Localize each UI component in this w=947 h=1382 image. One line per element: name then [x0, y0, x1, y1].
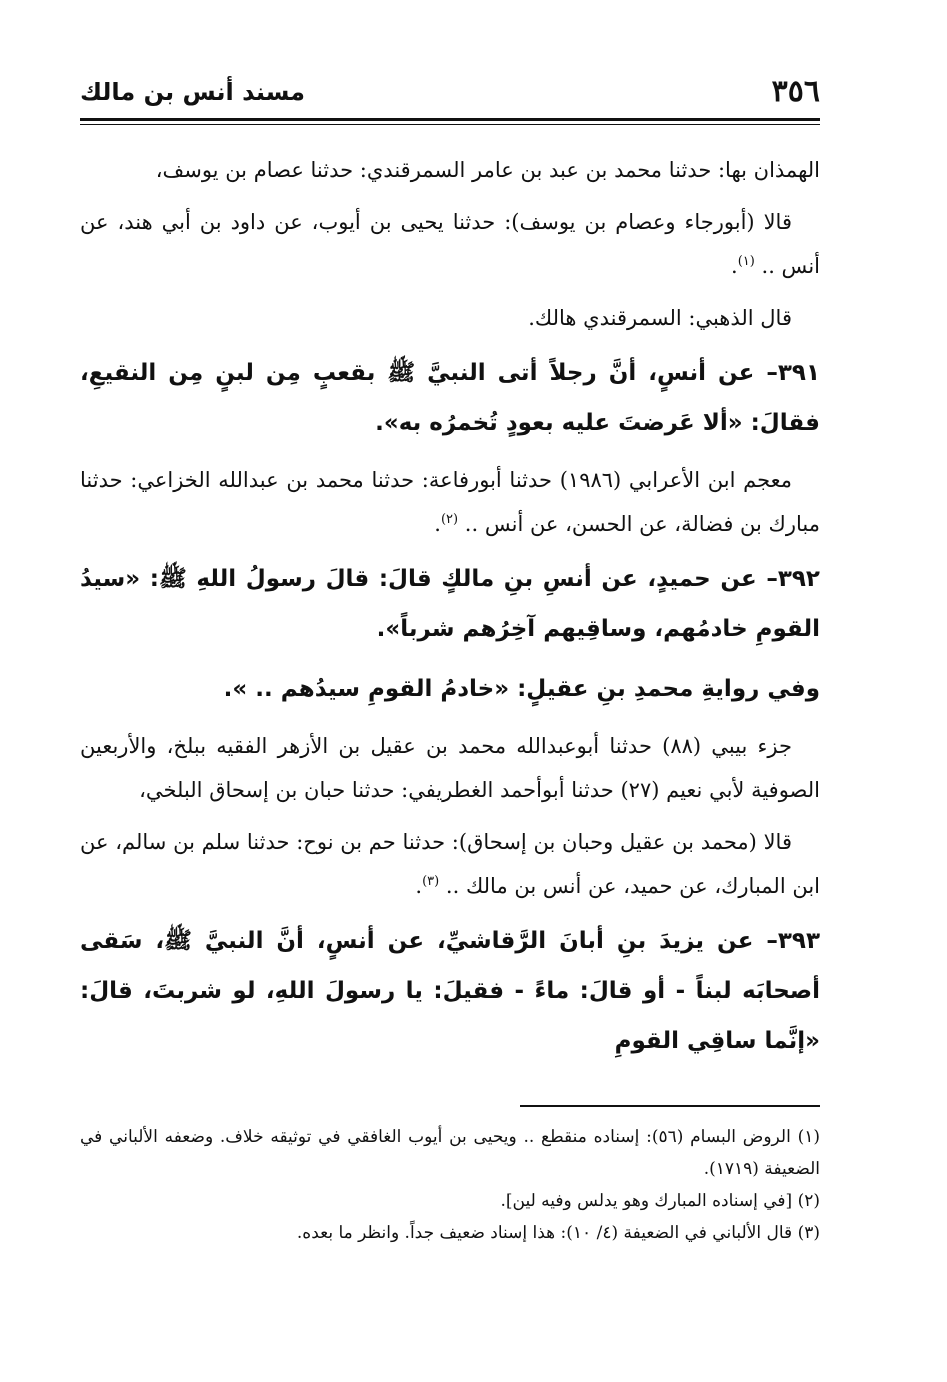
- page-number: ٣٥٦: [771, 74, 820, 109]
- source-citation: [80, 724, 820, 812]
- hadith-text: عن حميدٍ، عن أنسِ بنِ مالكٍ قالَ: قالَ رسولُ اللهِ ﷺ: «سيدُ القومِ خادمُهم، وساقِيهم آخِرُهم شرباً».: [80, 566, 820, 642]
- hadith-number: ٣٩٣–: [766, 928, 820, 954]
- hadith-393: [80, 916, 820, 1066]
- paragraph: [80, 200, 820, 288]
- source-citation: [80, 820, 820, 908]
- source-citation: [80, 458, 820, 546]
- paragraph: [80, 296, 820, 340]
- hadith-text: عن أنسٍ، أنَّ رجلاً أتى النبيَّ ﷺ بقعبٍ مِن لبنٍ مِن النقيعِ، فقالَ: «ألا عَرضتَ عليه بعودٍ تُخمرُه به».: [80, 360, 820, 436]
- citation-text: جزء بيبي (٨٨) حدثنا أبوعبدالله محمد بن عقيل بن الأزهر الفقيه ببلخ، والأربعين الصوفية لأبي نعيم (٢٧) حدثنا أبوأحمد الغطريفي: حدثنا حبان بن إسحاق البلخي،: [80, 734, 820, 802]
- running-title: مسند أنس بن مالك: [80, 78, 306, 106]
- hadith-text: عن يزيدَ بنِ أبانَ الرَّقاشيِّ، عن أنسٍ، أنَّ النبيَّ ﷺ، سَقى أصحابَه لبناً - أو قالَ: ماءً - فقيلَ: يا رسولَ اللهِ، لو شربتَ، قالَ: «إنَّما ساقِي القومِ: [80, 928, 820, 1054]
- paragraph-text: قالا (أبورجاء وعصام بن يوسف): حدثنا يحيى بن أيوب، عن داود بن أبي هند، عن أنس ..: [80, 210, 820, 278]
- footnotes: [80, 1105, 820, 1249]
- citation-text: معجم ابن الأعرابي (١٩٨٦) حدثنا أبورفاعة: حدثنا محمد بن عبدالله الخزاعي: حدثنا مبارك بن فضالة، عن الحسن، عن أنس ..: [80, 468, 820, 536]
- hadith-392: [80, 554, 820, 654]
- book-page: [80, 70, 820, 1300]
- footnote-ref[interactable]: (٣): [422, 874, 440, 889]
- hadith-391: [80, 348, 820, 448]
- hadith-number: ٣٩٢–: [766, 566, 820, 592]
- footnote: (٢) [في إسناده المبارك وهو يدلس وفيه لين].: [500, 1191, 820, 1211]
- variant-narration: [80, 664, 820, 714]
- main-text: [80, 148, 820, 1076]
- footnote: (٣) قال الألباني في الضعيفة (٤/ ١٠): هذا إسناد ضعيف جداً. وانظر ما بعده.: [296, 1223, 820, 1243]
- footnote-ref[interactable]: (١): [737, 254, 755, 269]
- sentence-end: .: [415, 874, 423, 898]
- footnote: (١) الروض البسام (٥٦): إسناده منقطع .. ويحيى بن أيوب الغافقي في توثيقه خلاف. وضعفه الألباني في الضعيفة (١٧١٩).: [80, 1127, 820, 1179]
- hadith-number: ٣٩١–: [766, 360, 820, 386]
- paragraph-text: قال الذهبي: السمرقندي هالك.: [528, 306, 792, 330]
- footnote-ref[interactable]: (٢): [440, 512, 459, 527]
- page-header: [80, 70, 820, 114]
- sentence-end: .: [731, 254, 738, 278]
- header-rule-thin: [80, 124, 820, 125]
- paragraph: [80, 148, 820, 192]
- footnote-divider: [520, 1105, 820, 1107]
- sentence-end: .: [434, 512, 441, 536]
- paragraph-text: الهمذان بها: حدثنا محمد بن عبد بن عامر السمرقندي: حدثنا عصام بن يوسف،: [155, 158, 820, 182]
- citation-text: قالا (محمد بن عقيل وحبان بن إسحاق): حدثنا حم بن نوح: حدثنا سلم بن سالم، عن ابن المبارك، عن حميد، عن أنس بن مالك ..: [80, 830, 820, 898]
- header-rule: [80, 118, 820, 121]
- variant-text: وفي روايةِ محمدِ بنِ عقيلٍ: «خادمُ القومِ سيدُهم .. ».: [223, 676, 820, 702]
